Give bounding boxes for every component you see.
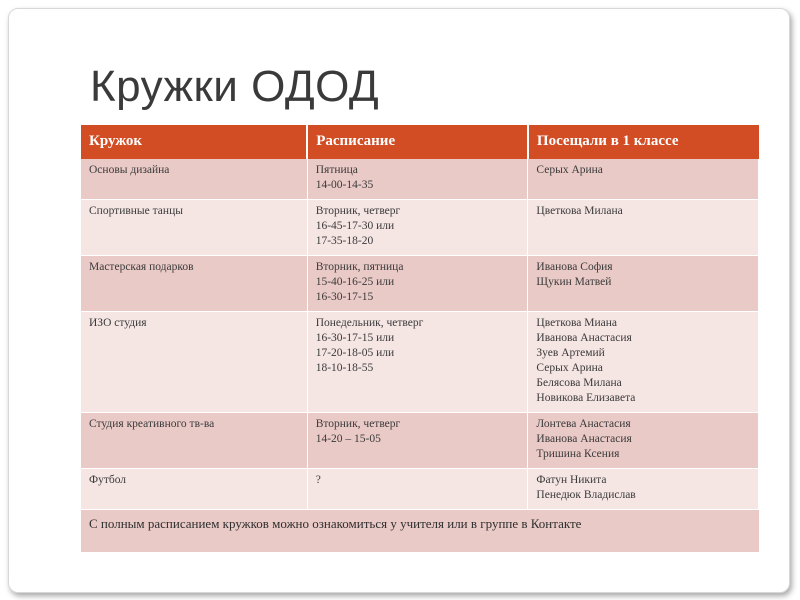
schedule-cell [307,256,528,312]
schedule-cell [307,200,528,256]
students-cell [528,413,759,469]
table-footer-row [81,510,759,553]
student-name: Иванова Анастасия [536,433,632,445]
student-name: Щукин Матвей [536,276,612,288]
table-row [81,312,759,413]
table-body [81,159,759,510]
schedule-cell [307,469,528,510]
table-row [81,200,759,256]
page-title: Кружки ОДОД [90,62,380,111]
footer-note: С полным расписанием кружков можно ознакомиться у учителя или в группе в Контакте [81,510,759,553]
schedule-line: 17-35-18-20 [315,235,374,247]
club-name-cell: ИЗО студия [81,312,307,413]
schedule-line: 16-45-17-30 или [315,220,395,232]
students-cell [528,469,759,510]
schedule-line: ? [315,474,321,486]
student-name: Иванова София [536,261,613,273]
club-name-cell: Основы дизайна [81,159,307,200]
header-schedule: Расписание [307,125,528,159]
header-club: Кружок [81,125,307,159]
table-header-row [81,125,759,159]
schedule-line: 14-00-14-35 [315,179,374,191]
schedule-line: 16-30-17-15 или [315,332,395,344]
club-name-cell: Мастерская подарков [81,256,307,312]
student-name: Белясова Милана [536,377,622,389]
schedule-line: 18-10-18-55 [315,362,374,374]
student-name: Цветкова Миана [536,317,617,329]
club-name-cell: Спортивные танцы [81,200,307,256]
schedule-line: Пятница [315,164,358,176]
schedule-cell [307,312,528,413]
schedule-line: Понедельник, четверг [315,317,424,329]
schedule-line: Вторник, пятница [315,261,404,273]
header-students: Посещали в 1 классе [528,125,759,159]
student-name: Иванова Анастасия [536,332,632,344]
club-name-cell: Студия креативного тв-ва [81,413,307,469]
schedule-cell [307,413,528,469]
student-name: Тришина Ксения [536,448,620,460]
student-name: Серых Арина [536,164,603,176]
student-name: Новикова Елизавета [536,392,636,404]
clubs-table [81,125,759,552]
students-cell [528,256,759,312]
students-cell [528,200,759,256]
schedule-line: 15-40-16-25 или [315,276,395,288]
student-name: Фатун Никита [536,474,607,486]
students-cell [528,312,759,413]
club-name-cell: Футбол [81,469,307,510]
schedule-line: Вторник, четверг [315,418,401,430]
student-name: Пенедюк Владислав [536,489,636,501]
schedule-cell [307,159,528,200]
student-name: Цветкова Милана [536,205,623,217]
schedule-line: 16-30-17-15 [315,291,374,303]
table-row [81,469,759,510]
student-name: Серых Арина [536,362,603,374]
students-cell [528,159,759,200]
schedule-line: 14-20 – 15-05 [315,433,381,445]
schedule-line: Вторник, четверг [315,205,401,217]
student-name: Зуев Артемий [536,347,605,359]
table-row [81,413,759,469]
table-row [81,159,759,200]
student-name: Лонтева Анастасия [536,418,631,430]
schedule-line: 17-20-18-05 или [315,347,395,359]
table-row [81,256,759,312]
